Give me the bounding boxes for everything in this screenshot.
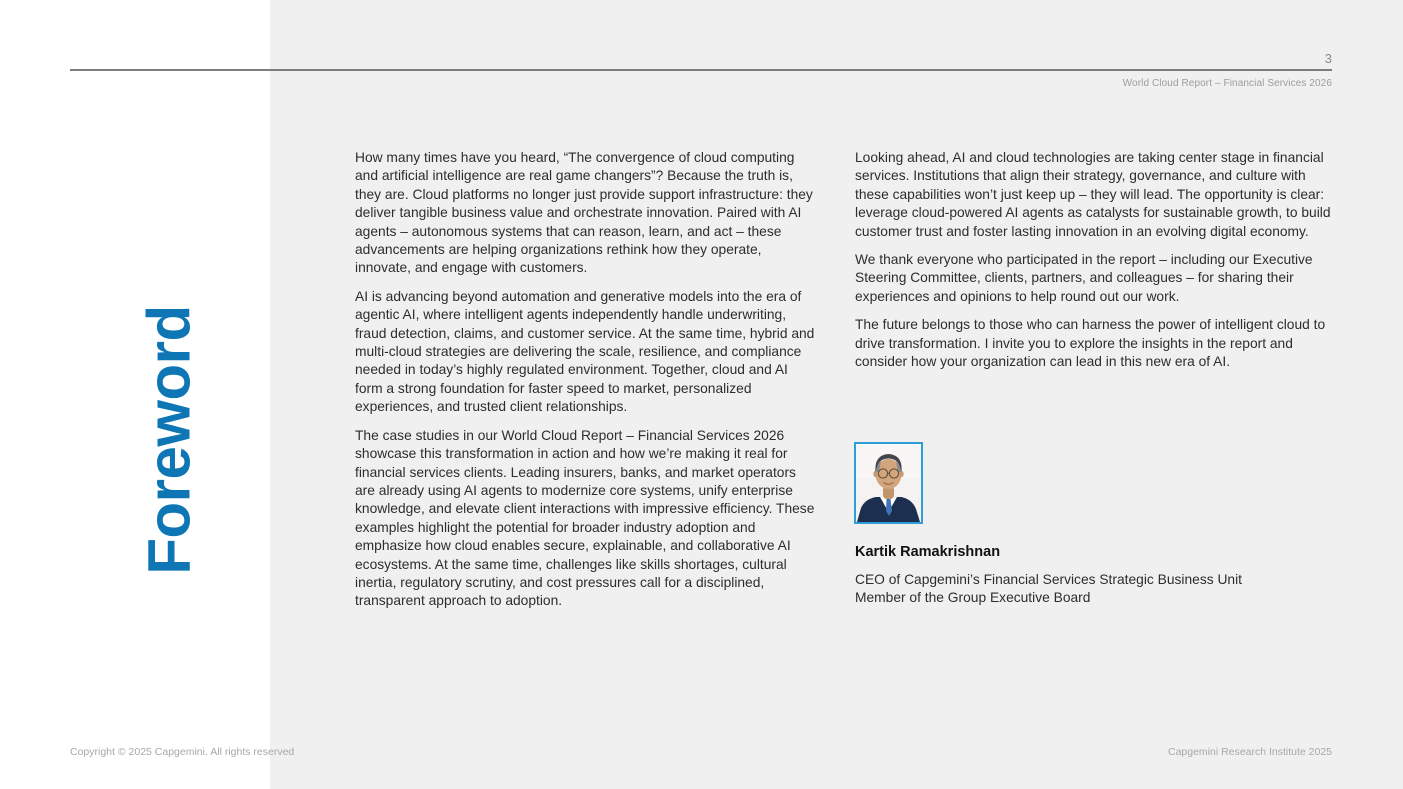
paragraph: The future belongs to those who can harness the power of intelligent cloud to drive transformation. I invite you to explore the insights in the report and consider how your organization can lead in this new era of AI. bbox=[855, 317, 1326, 370]
author-title-line1: CEO of Capgemini’s Financial Services Strategic Business Unit bbox=[855, 572, 1242, 587]
author-title bbox=[855, 571, 1242, 608]
paragraph: AI is advancing beyond automation and generative models into the era of agentic AI, where intelligent agents independently handle underwriting, fraud detection, claims, and customer service. At the same time, hybrid and multi-cloud strategies are delivering the scale, resilience, and compliance needed in today’s highly regulated environment. Together, cloud and AI form a strong foundation for faster speed to market, personalized experiences, and trusted client relationships. bbox=[355, 288, 815, 415]
footer-copyright: Copyright © 2025 Capgemini. All rights reserved bbox=[70, 746, 295, 758]
paragraph: We thank everyone who participated in the report – including our Executive Steering Committee, clients, partners, and colleagues – for sharing their experiences and opinions to help round out our work. bbox=[855, 252, 1313, 304]
column-left bbox=[355, 149, 817, 621]
header-rule bbox=[70, 69, 1332, 71]
footer-institute: Capgemini Research Institute 2025 bbox=[1167, 746, 1332, 758]
column-right bbox=[855, 149, 1335, 381]
paragraph: Looking ahead, AI and cloud technologies are taking center stage in financial services. Institutions that align their strategy, governance, and culture with these capabilities won’t just keep up – they will lead. The opportunity is clear: leverage cloud-powered AI agents as catalysts for sustainable growth, to build customer trust and foster lasting innovation in an evolving digital economy. bbox=[855, 150, 1331, 239]
author-name: Kartik Ramakrishnan bbox=[855, 544, 1001, 560]
paragraph: The case studies in our World Cloud Report – Financial Services 2026 showcase this transformation in action and how we’re making it real for financial services clients. Leading insurers, banks, and market operators are already using AI agents to modernize core systems, unify enterprise knowledge, and elevate client interactions with impressive efficiency. These examples highlight the potential for broader industry adoption and emphasize how cloud enables secure, explainable, and collaborative AI ecosystems. At the same time, challenges like skills shortages, cultural inertia, regulatory scrutiny, and cost pressures call for a disciplined, transparent approach to adoption. bbox=[355, 427, 815, 609]
section-title-foreword: Foreword bbox=[135, 305, 203, 575]
author-title-line2: Member of the Group Executive Board bbox=[855, 590, 1091, 606]
author-photo bbox=[854, 442, 923, 524]
paragraph: How many times have you heard, “The convergence of cloud computing and artificial intelligence are real game changers”? Because the truth is, they are. Cloud platforms no longer just provide support infrastructure: they deliver tangible business value and orchestrate innovation. Paired with AI agents – autonomous systems that can reason, learn, and act – these advancements are helping organizations rethink how they operate, innovate, and engage with customers. bbox=[355, 150, 813, 276]
report-title: World Cloud Report – Financial Services 2026 bbox=[1122, 78, 1332, 89]
page-number: 3 bbox=[1324, 51, 1332, 66]
portrait-photo-icon bbox=[856, 444, 921, 522]
